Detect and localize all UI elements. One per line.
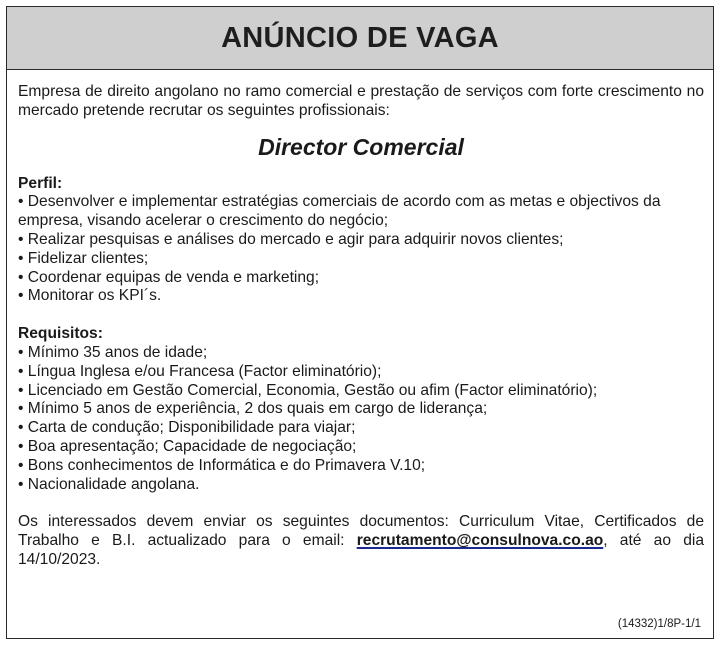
profile-item: • Realizar pesquisas e análises do mercado e agir para adquirir novos clientes; (18, 230, 564, 248)
profile-item: • Monitorar os KPI´s. (18, 287, 162, 305)
section-spacer (18, 306, 704, 325)
section-spacer (18, 494, 704, 513)
ad-header (7, 7, 713, 70)
requirement-item: • Nacionalidade angolana. (18, 475, 200, 493)
ad-body (7, 70, 713, 570)
requirement-item: • Mínimo 35 anos de idade; (18, 343, 208, 361)
contact-email-link[interactable]: recrutamento@consulnova.co.ao (356, 532, 604, 550)
job-title: Director Comercial (258, 133, 464, 160)
requirement-item: • Bons conhecimentos de Informática e do Primavera V.10; (18, 456, 426, 474)
requirement-item: • Mínimo 5 anos de experiência, 2 dos quais em cargo de liderança; (18, 400, 488, 418)
job-ad-frame (6, 6, 714, 639)
requirement-item: • Língua Inglesa e/ou Francesa (Factor eliminatório); (18, 362, 382, 380)
closing-paragraph (18, 513, 704, 569)
profile-heading: Perfil: (18, 174, 63, 192)
intro-paragraph: Empresa de direito angolano no ramo comercial e prestação de serviços com forte crescimento no mercado pretende recrutar os seguintes profissionais: (18, 83, 704, 119)
requirements-heading: Requisitos: (18, 325, 103, 343)
requirement-item: • Boa apresentação; Capacidade de negociação; (18, 437, 357, 455)
ad-title: ANÚNCIO DE VAGA (221, 21, 499, 54)
ad-reference-code: (14332)1/8P-1/1 (617, 618, 701, 630)
requirement-item: • Carta de condução; Disponibilidade para viajar; (18, 419, 356, 437)
profile-item: • Desenvolver e implementar estratégias comerciais de acordo com as metas e objectivos da empresa, visando acelerar o crescimento do negócio; (18, 193, 661, 230)
requirements-list (18, 344, 704, 494)
closing-text-end: , até ao dia 14/10/2023. (18, 532, 704, 568)
requirement-item: • Licenciado em Gestão Comercial, Economia, Gestão ou afim (Factor eliminatório); (18, 381, 598, 399)
profile-list (18, 193, 704, 306)
closing-text-start: Os interessados devem enviar os seguintes documentos: Curriculum Vitae, Certificados de Trabalho e B.I. actualizado para o email: (18, 513, 704, 550)
profile-item: • Fidelizar clientes; (18, 249, 149, 267)
profile-item: • Coordenar equipas de venda e marketing; (18, 268, 320, 286)
